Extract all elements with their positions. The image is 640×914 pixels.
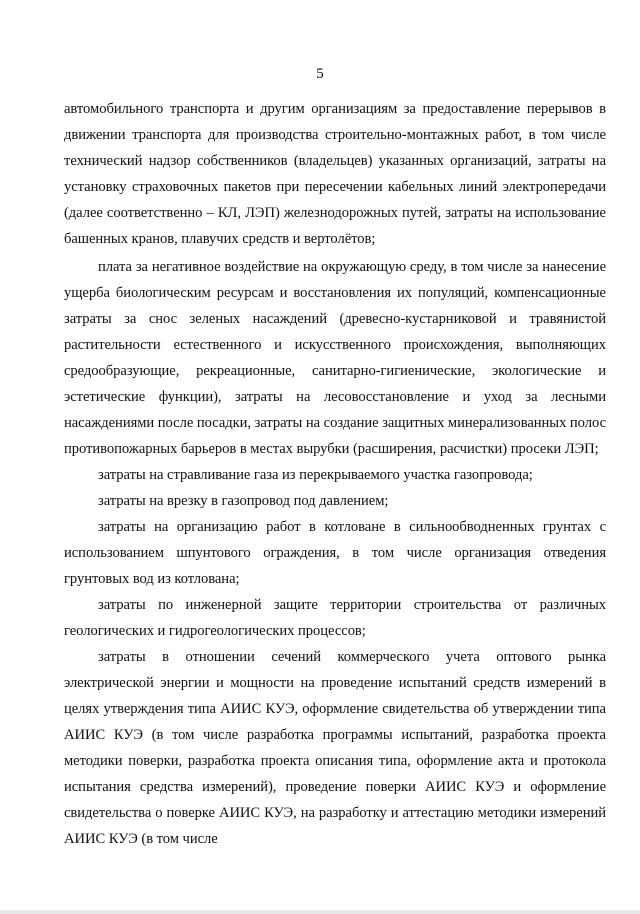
paragraph-metering-costs: затраты в отношении сечений коммерческого учета оптового рынка электрической энергии и мощности на проведение испытаний средств измерений в целях утверждения типа АИИС КУЭ, оформление свидетельства об утверждении типа АИИС КУЭ (в том числе разработка программы испытаний, разработка проекта методики поверки, разработка проекта описания типа, оформление акта и протокола испытания средства измерений), проведение поверки АИИС КУЭ и оформление свидетельства о поверке АИИС КУЭ, на разработку и аттестацию методики измерений АИИС КУЭ (в том числе — [64, 649, 606, 847]
paragraph-pit-works: затраты на организацию работ в котловане в сильнообводненных грунтах с использованием шпунтового ограждения, в том числе организация отведения грунтовых вод из котлована; — [64, 519, 606, 587]
paragraph-engineering-protection: затраты по инженерной защите территории строительства от различных геологических и гидрогеологических процессов; — [64, 597, 606, 639]
page-number: 5 — [316, 66, 324, 82]
paragraph-gas-tapping: затраты на врезку в газопровод под давлением; — [98, 493, 389, 509]
paragraph-environment-fee: плата за негативное воздействие на окружающую среду, в том числе за нанесение ущерба биологическим ресурсам и восстановления их популяций, компенсационные затраты за снос зеленых насаждений (древесно-кустарниковой и травянистой растительности естественного и искусственного происхождения, выполняющих средообразующие, рекреационные, санитарно-гигиенические, экологические и эстетические функции), затраты на лесовосстановление и уход за лесными насаждениями после посадки, затраты на создание защитных минерализованных полос противопожарных барьеров в местах вырубки (расширения, расчистки) просеки ЛЭП; — [64, 259, 606, 457]
document-body — [64, 96, 606, 852]
scan-bottom-edge — [0, 910, 640, 914]
paragraph-transport-costs: автомобильного транспорта и другим организациям за предоставление перерывов в движении транспорта для производства строительно-монтажных работ, в том числе технический надзор собственников (владельцев) указанных организаций, затраты на установку страховочных пакетов при пересечении кабельных линий электропередачи (далее соответственно – КЛ, ЛЭП) железнодорожных путей, затраты на использование башенных кранов, плавучих средств и вертолётов; — [64, 101, 606, 247]
paragraph-gas-release: затраты на стравливание газа из перекрываемого участка газопровода; — [98, 467, 533, 483]
